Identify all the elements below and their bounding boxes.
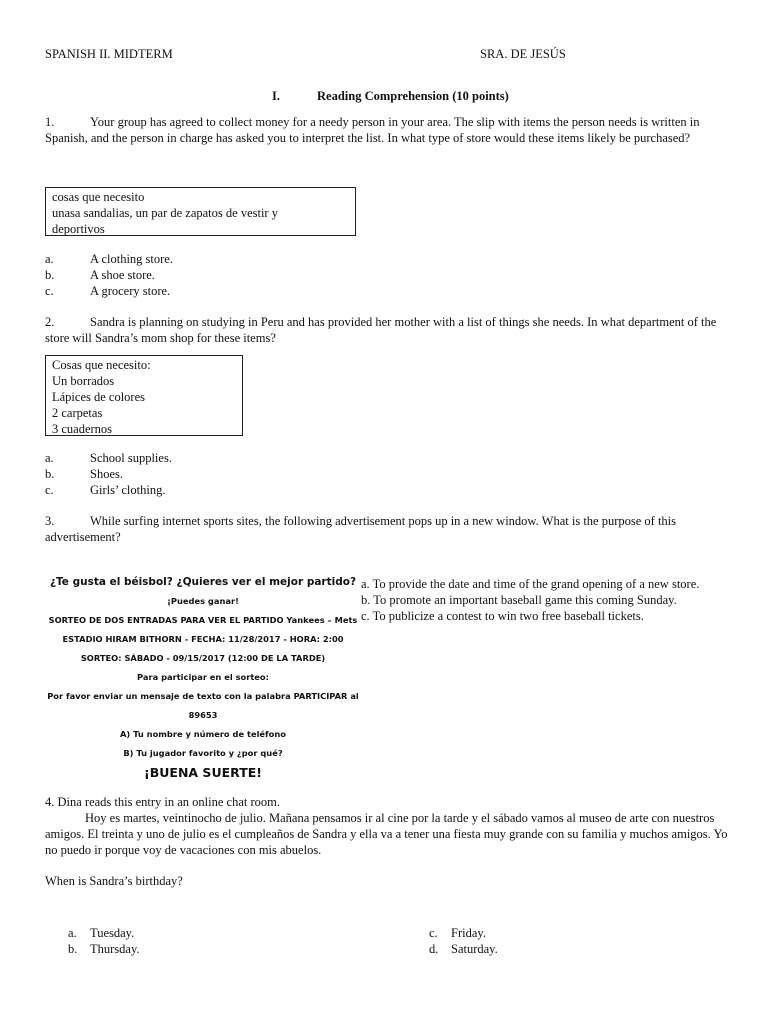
answer-option: a. School supplies. <box>45 451 172 465</box>
section-numeral: I. <box>272 89 280 103</box>
ad-headline: ¿Te gusta el béisbol? ¿Quieres ver el mejor partido? <box>49 576 357 588</box>
answer-option: b. To promote an important baseball game this coming Sunday. <box>361 593 677 607</box>
list-line: 2 carpetas <box>52 406 103 420</box>
ad-line: 89653 <box>188 710 218 720</box>
course-title: SPANISH II. MIDTERM <box>45 47 173 61</box>
list-line: 3 cuadernos <box>52 422 113 436</box>
answer-option: b. Thursday. <box>68 942 140 956</box>
ad-line: B) Tu jugador favorito y ¿por qué? <box>123 748 283 758</box>
question-3 <box>45 513 725 545</box>
list-line: Un borrados <box>52 374 115 388</box>
answer-option: c. A grocery store. <box>45 284 171 298</box>
ad-line: ESTADIO HIRAM BITHORN - FECHA: 11/28/2017 - HORA: 2:00 <box>62 634 344 644</box>
list-line: Cosas que necesito: <box>52 358 151 372</box>
baseball-advertisement <box>45 572 361 783</box>
answer-option: d. Saturday. <box>429 942 498 956</box>
ad-line: Por favor enviar un mensaje de texto con la palabra PARTICIPAR al <box>47 691 359 701</box>
answer-option: c. To publicize a contest to win two free baseball tickets. <box>361 609 644 623</box>
list-line: deportivos <box>52 222 105 236</box>
ad-line: SORTEO: SÁBADO - 09/15/2017 (12:00 DE LA TARDE) <box>80 653 326 663</box>
teacher-name: SRA. DE JESÚS <box>480 47 566 61</box>
ad-closing: ¡BUENA SUERTE! <box>144 765 262 780</box>
question-number: 1. <box>45 115 55 129</box>
question-number: 2. <box>45 315 55 329</box>
answer-option: c. Girls’ clothing. <box>45 483 166 497</box>
answer-option: a. A clothing store. <box>45 252 173 266</box>
question-text: While surfing internet sports sites, the following advertisement pops up in a new window. What is the purpose of this advertisement? <box>45 514 677 544</box>
ad-line: ¡Puedes ganar! <box>167 596 239 606</box>
ad-line: Para participar en el sorteo: <box>137 672 269 682</box>
question-4-intro: 4. Dina reads this entry in an online chat room. <box>45 795 281 809</box>
ad-line: SORTEO DE DOS ENTRADAS PARA VER EL PARTIDO Yankees – Mets <box>48 615 358 625</box>
school-list-box <box>45 355 243 436</box>
answer-option: a. Tuesday. <box>68 926 135 940</box>
answer-option: b. Shoes. <box>45 467 123 481</box>
section-title: Reading Comprehension (10 points) <box>317 89 509 103</box>
question-3-options <box>361 576 699 624</box>
question-text: Sandra is planning on studying in Peru and has provided her mother with a list of things she needs. In what department of the store will Sandra’s mom shop for these items? <box>45 315 717 345</box>
answer-option: b. A shoe store. <box>45 268 155 282</box>
question-4-text: When is Sandra’s birthday? <box>45 874 183 888</box>
list-line: Lápices de colores <box>52 390 146 404</box>
question-text: Your group has agreed to collect money for a needy person in your area. The slip with items the person needs is written in Spanish, and the person in charge has asked you to interpret the list. In what type of store would these items likely be purchased? <box>45 115 700 145</box>
question-1 <box>45 114 725 146</box>
ad-line: A) Tu nombre y número de teléfono <box>120 729 286 739</box>
question-2 <box>45 314 725 346</box>
question-number: 3. <box>45 514 55 528</box>
answer-option: c. Friday. <box>429 926 486 940</box>
shopping-list-box <box>45 187 356 236</box>
list-line: unasa sandalias, un par de zapatos de vestir y <box>52 206 278 220</box>
answer-option: a. To provide the date and time of the grand opening of a new store. <box>361 577 700 591</box>
chat-passage: Hoy es martes, veintinocho de julio. Mañana pensamos ir al cine por la tarde y el sábado vamos al museo de arte con nuestros amigos. El treinta y uno de julio es el cumpleaños de Sandra y ella va a tener una fiesta muy grande con su familia y muchos amigos. Yo no puedo ir porque voy de vacaciones con mis abuelos. <box>45 811 728 857</box>
list-line: cosas que necesito <box>52 190 145 204</box>
